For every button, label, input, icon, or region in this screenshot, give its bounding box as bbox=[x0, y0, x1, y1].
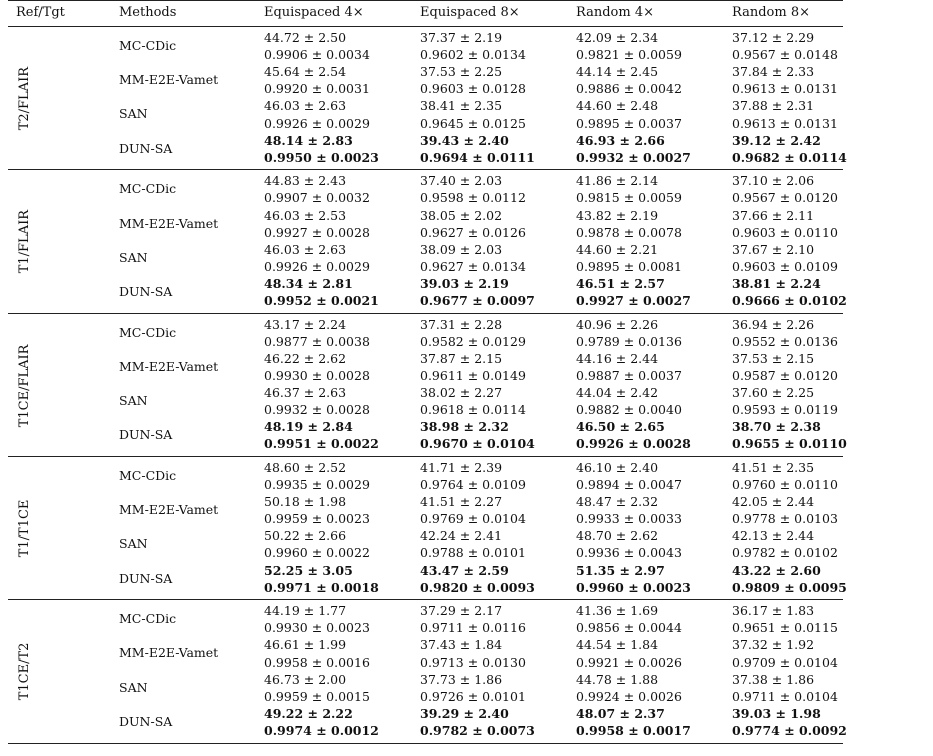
header-ref-tgt: Ref/Tgt bbox=[16, 5, 65, 20]
psnr-cell: 37.40 ± 2.03 bbox=[420, 173, 503, 189]
group-label: T1CE/T2 bbox=[17, 642, 32, 701]
psnr-cell: 37.43 ± 1.84 bbox=[420, 637, 503, 653]
psnr-cell: 48.70 ± 2.62 bbox=[576, 528, 659, 544]
group-label: T2/FLAIR bbox=[17, 67, 32, 131]
psnr-cell: 41.51 ± 2.35 bbox=[732, 459, 815, 475]
method-name: DUN-SA bbox=[119, 570, 173, 586]
psnr-cell: 44.04 ± 2.42 bbox=[576, 385, 659, 400]
method-name: DUN-SA bbox=[119, 140, 173, 156]
psnr-cell: 38.41 ± 2.35 bbox=[420, 98, 503, 114]
psnr-cell: 37.10 ± 2.06 bbox=[732, 173, 815, 189]
ssim-cell: 0.9895 ± 0.0037 bbox=[576, 115, 682, 131]
psnr-cell: 46.50 ± 2.65 bbox=[576, 419, 665, 435]
ssim-cell: 0.9959 ± 0.0015 bbox=[264, 688, 370, 704]
ssim-cell: 0.9958 ± 0.0016 bbox=[264, 654, 370, 670]
group-rule bbox=[8, 313, 843, 314]
ssim-cell: 0.9782 ± 0.0102 bbox=[732, 545, 838, 561]
ssim-cell: 0.9809 ± 0.0095 bbox=[732, 579, 847, 595]
ssim-cell: 0.9960 ± 0.0023 bbox=[576, 579, 691, 595]
header-methods: Methods bbox=[119, 5, 177, 20]
ssim-cell: 0.9887 ± 0.0037 bbox=[576, 367, 682, 383]
psnr-cell: 39.03 ± 2.19 bbox=[420, 275, 509, 291]
ssim-cell: 0.9602 ± 0.0134 bbox=[420, 47, 526, 63]
ssim-cell: 0.9613 ± 0.0131 bbox=[732, 81, 838, 97]
method-name: SAN bbox=[119, 679, 148, 695]
psnr-cell: 46.03 ± 2.63 bbox=[264, 241, 347, 257]
ssim-cell: 0.9618 ± 0.0114 bbox=[420, 402, 526, 418]
psnr-cell: 37.88 ± 2.31 bbox=[732, 98, 815, 114]
psnr-cell: 43.22 ± 2.60 bbox=[732, 562, 821, 578]
psnr-cell: 37.53 ± 2.25 bbox=[420, 64, 503, 80]
ssim-cell: 0.9935 ± 0.0029 bbox=[264, 477, 370, 492]
ssim-cell: 0.9926 ± 0.0029 bbox=[264, 115, 370, 131]
ssim-cell: 0.9927 ± 0.0028 bbox=[264, 224, 370, 240]
psnr-cell: 52.25 ± 3.05 bbox=[264, 562, 353, 578]
ssim-cell: 0.9682 ± 0.0114 bbox=[732, 149, 847, 165]
method-name: DUN-SA bbox=[119, 283, 173, 299]
psnr-cell: 37.66 ± 2.11 bbox=[732, 207, 815, 223]
ssim-cell: 0.9726 ± 0.0101 bbox=[420, 688, 526, 704]
ssim-cell: 0.9921 ± 0.0026 bbox=[576, 654, 682, 670]
psnr-cell: 46.73 ± 2.00 bbox=[264, 671, 347, 687]
psnr-cell: 39.43 ± 2.40 bbox=[420, 132, 509, 148]
psnr-cell: 42.09 ± 2.34 bbox=[576, 30, 659, 45]
ssim-cell: 0.9769 ± 0.0104 bbox=[420, 511, 526, 527]
psnr-cell: 42.13 ± 2.44 bbox=[732, 528, 815, 544]
ssim-cell: 0.9895 ± 0.0081 bbox=[576, 258, 682, 274]
ssim-cell: 0.9958 ± 0.0017 bbox=[576, 722, 691, 738]
ssim-cell: 0.9760 ± 0.0110 bbox=[732, 477, 838, 492]
psnr-cell: 37.37 ± 2.19 bbox=[420, 30, 503, 45]
ssim-cell: 0.9789 ± 0.0136 bbox=[576, 333, 682, 349]
psnr-cell: 43.47 ± 2.59 bbox=[420, 562, 509, 578]
method-name: MM-E2E-Vamet bbox=[119, 72, 219, 88]
psnr-cell: 38.81 ± 2.24 bbox=[732, 275, 821, 291]
psnr-cell: 39.03 ± 1.98 bbox=[732, 705, 821, 721]
method-name: MC-CDic bbox=[119, 467, 177, 483]
ssim-cell: 0.9788 ± 0.0101 bbox=[420, 545, 526, 561]
psnr-cell: 46.22 ± 2.62 bbox=[264, 350, 347, 366]
psnr-cell: 44.19 ± 1.77 bbox=[264, 603, 347, 619]
ssim-cell: 0.9713 ± 0.0130 bbox=[420, 654, 526, 670]
ssim-cell: 0.9778 ± 0.0103 bbox=[732, 511, 838, 527]
ssim-cell: 0.9960 ± 0.0022 bbox=[264, 545, 370, 561]
ssim-cell: 0.9764 ± 0.0109 bbox=[420, 477, 526, 492]
psnr-cell: 44.14 ± 2.45 bbox=[576, 64, 659, 80]
psnr-cell: 36.94 ± 2.26 bbox=[732, 316, 815, 332]
psnr-cell: 38.09 ± 2.03 bbox=[420, 241, 503, 257]
psnr-cell: 46.03 ± 2.63 bbox=[264, 98, 347, 114]
ssim-cell: 0.9932 ± 0.0027 bbox=[576, 149, 691, 165]
ssim-cell: 0.9711 ± 0.0104 bbox=[732, 688, 838, 704]
ssim-cell: 0.9593 ± 0.0119 bbox=[732, 402, 838, 418]
ssim-cell: 0.9611 ± 0.0149 bbox=[420, 367, 526, 383]
psnr-cell: 48.14 ± 2.83 bbox=[264, 132, 353, 148]
method-name: MM-E2E-Vamet bbox=[119, 502, 219, 518]
group-rule bbox=[8, 743, 843, 744]
psnr-cell: 39.29 ± 2.40 bbox=[420, 705, 509, 721]
psnr-cell: 51.35 ± 2.97 bbox=[576, 562, 665, 578]
ssim-cell: 0.9645 ± 0.0125 bbox=[420, 115, 526, 131]
ssim-cell: 0.9926 ± 0.0028 bbox=[576, 436, 691, 452]
psnr-cell: 41.86 ± 2.14 bbox=[576, 173, 659, 189]
header-random-4x: Random 4× bbox=[576, 5, 654, 20]
psnr-cell: 50.22 ± 2.66 bbox=[264, 528, 347, 544]
psnr-cell: 48.60 ± 2.52 bbox=[264, 459, 347, 475]
method-name: MM-E2E-Vamet bbox=[119, 215, 219, 231]
method-name: MC-CDic bbox=[119, 181, 177, 197]
ssim-cell: 0.9932 ± 0.0028 bbox=[264, 402, 370, 418]
ssim-cell: 0.9886 ± 0.0042 bbox=[576, 81, 682, 97]
method-name: SAN bbox=[119, 536, 148, 552]
ssim-cell: 0.9627 ± 0.0134 bbox=[420, 258, 526, 274]
ssim-cell: 0.9936 ± 0.0043 bbox=[576, 545, 682, 561]
ssim-cell: 0.9598 ± 0.0112 bbox=[420, 190, 526, 206]
psnr-cell: 48.47 ± 2.32 bbox=[576, 494, 659, 510]
ssim-cell: 0.9933 ± 0.0033 bbox=[576, 511, 682, 527]
method-name: DUN-SA bbox=[119, 427, 173, 443]
ssim-cell: 0.9627 ± 0.0126 bbox=[420, 224, 526, 240]
psnr-cell: 44.54 ± 1.84 bbox=[576, 637, 659, 653]
psnr-cell: 37.53 ± 2.15 bbox=[732, 350, 815, 366]
ssim-cell: 0.9694 ± 0.0111 bbox=[420, 149, 535, 165]
ssim-cell: 0.9677 ± 0.0097 bbox=[420, 293, 535, 308]
ssim-cell: 0.9582 ± 0.0129 bbox=[420, 333, 526, 349]
psnr-cell: 37.67 ± 2.10 bbox=[732, 241, 815, 257]
method-name: MC-CDic bbox=[119, 611, 177, 627]
group-label: T1CE/FLAIR bbox=[17, 343, 32, 427]
method-name: MM-E2E-Vamet bbox=[119, 645, 219, 661]
psnr-cell: 42.05 ± 2.44 bbox=[732, 494, 815, 510]
psnr-cell: 48.19 ± 2.84 bbox=[264, 419, 353, 435]
psnr-cell: 37.38 ± 1.86 bbox=[732, 671, 815, 687]
ssim-cell: 0.9856 ± 0.0044 bbox=[576, 620, 682, 636]
ssim-cell: 0.9924 ± 0.0026 bbox=[576, 688, 682, 704]
psnr-cell: 37.29 ± 2.17 bbox=[420, 603, 503, 619]
psnr-cell: 43.17 ± 2.24 bbox=[264, 316, 347, 332]
method-name: MM-E2E-Vamet bbox=[119, 358, 219, 374]
psnr-cell: 40.96 ± 2.26 bbox=[576, 316, 659, 332]
method-name: SAN bbox=[119, 249, 148, 265]
ssim-cell: 0.9952 ± 0.0021 bbox=[264, 293, 379, 308]
ssim-cell: 0.9774 ± 0.0092 bbox=[732, 722, 847, 738]
ssim-cell: 0.9906 ± 0.0034 bbox=[264, 47, 370, 63]
psnr-cell: 43.82 ± 2.19 bbox=[576, 207, 659, 223]
psnr-cell: 48.07 ± 2.37 bbox=[576, 705, 665, 721]
ssim-cell: 0.9894 ± 0.0047 bbox=[576, 477, 682, 492]
ssim-cell: 0.9878 ± 0.0078 bbox=[576, 224, 682, 240]
psnr-cell: 38.05 ± 2.02 bbox=[420, 207, 503, 223]
ssim-cell: 0.9603 ± 0.0110 bbox=[732, 224, 838, 240]
ssim-cell: 0.9950 ± 0.0023 bbox=[264, 149, 379, 165]
ssim-cell: 0.9815 ± 0.0059 bbox=[576, 190, 682, 206]
ssim-cell: 0.9951 ± 0.0022 bbox=[264, 436, 379, 452]
ssim-cell: 0.9821 ± 0.0059 bbox=[576, 47, 682, 63]
psnr-cell: 44.72 ± 2.50 bbox=[264, 30, 347, 45]
ssim-cell: 0.9552 ± 0.0136 bbox=[732, 333, 838, 349]
group-label: T1/T1CE bbox=[17, 499, 32, 558]
psnr-cell: 37.87 ± 2.15 bbox=[420, 350, 503, 366]
group-rule bbox=[8, 599, 843, 600]
psnr-cell: 37.73 ± 1.86 bbox=[420, 671, 503, 687]
psnr-cell: 41.71 ± 2.39 bbox=[420, 459, 503, 475]
psnr-cell: 44.60 ± 2.21 bbox=[576, 241, 659, 257]
ssim-cell: 0.9882 ± 0.0040 bbox=[576, 402, 682, 418]
psnr-cell: 46.03 ± 2.53 bbox=[264, 207, 347, 223]
psnr-cell: 38.98 ± 2.32 bbox=[420, 419, 509, 435]
psnr-cell: 37.32 ± 1.92 bbox=[732, 637, 815, 653]
psnr-cell: 46.51 ± 2.57 bbox=[576, 275, 665, 291]
ssim-cell: 0.9930 ± 0.0023 bbox=[264, 620, 370, 636]
psnr-cell: 46.37 ± 2.63 bbox=[264, 385, 347, 400]
header-rule bbox=[8, 26, 843, 27]
psnr-cell: 44.16 ± 2.44 bbox=[576, 350, 659, 366]
psnr-cell: 38.02 ± 2.27 bbox=[420, 385, 503, 400]
group-rule bbox=[8, 456, 843, 457]
ssim-cell: 0.9920 ± 0.0031 bbox=[264, 81, 370, 97]
psnr-cell: 37.60 ± 2.25 bbox=[732, 385, 815, 400]
ssim-cell: 0.9567 ± 0.0148 bbox=[732, 47, 838, 63]
ssim-cell: 0.9655 ± 0.0110 bbox=[732, 436, 847, 452]
psnr-cell: 37.31 ± 2.28 bbox=[420, 316, 503, 332]
header-equispaced-8x: Equispaced 8× bbox=[420, 5, 520, 20]
method-name: MC-CDic bbox=[119, 38, 177, 53]
ssim-cell: 0.9587 ± 0.0120 bbox=[732, 367, 838, 383]
ssim-cell: 0.9603 ± 0.0109 bbox=[732, 258, 838, 274]
psnr-cell: 37.84 ± 2.33 bbox=[732, 64, 815, 80]
psnr-cell: 45.64 ± 2.54 bbox=[264, 64, 347, 80]
psnr-cell: 37.12 ± 2.29 bbox=[732, 30, 815, 45]
psnr-cell: 38.70 ± 2.38 bbox=[732, 419, 821, 435]
group-rule bbox=[8, 169, 843, 170]
ssim-cell: 0.9926 ± 0.0029 bbox=[264, 258, 370, 274]
ssim-cell: 0.9782 ± 0.0073 bbox=[420, 722, 535, 738]
psnr-cell: 44.60 ± 2.48 bbox=[576, 98, 659, 114]
method-name: DUN-SA bbox=[119, 713, 173, 729]
method-name: SAN bbox=[119, 106, 148, 122]
header-equispaced-4x: Equispaced 4× bbox=[264, 5, 364, 20]
top-rule bbox=[8, 0, 843, 1]
ssim-cell: 0.9666 ± 0.0102 bbox=[732, 293, 847, 308]
psnr-cell: 39.12 ± 2.42 bbox=[732, 132, 821, 148]
psnr-cell: 46.93 ± 2.66 bbox=[576, 132, 665, 148]
psnr-cell: 44.78 ± 1.88 bbox=[576, 671, 659, 687]
ssim-cell: 0.9670 ± 0.0104 bbox=[420, 436, 535, 452]
ssim-cell: 0.9907 ± 0.0032 bbox=[264, 190, 370, 206]
ssim-cell: 0.9711 ± 0.0116 bbox=[420, 620, 526, 636]
psnr-cell: 46.10 ± 2.40 bbox=[576, 459, 659, 475]
ssim-cell: 0.9974 ± 0.0012 bbox=[264, 722, 379, 738]
method-name: MC-CDic bbox=[119, 324, 177, 340]
psnr-cell: 41.51 ± 2.27 bbox=[420, 494, 503, 510]
ssim-cell: 0.9651 ± 0.0115 bbox=[732, 620, 838, 636]
ssim-cell: 0.9930 ± 0.0028 bbox=[264, 367, 370, 383]
header-random-8x: Random 8× bbox=[732, 5, 810, 20]
ssim-cell: 0.9959 ± 0.0023 bbox=[264, 511, 370, 527]
ssim-cell: 0.9567 ± 0.0120 bbox=[732, 190, 838, 206]
ssim-cell: 0.9877 ± 0.0038 bbox=[264, 333, 370, 349]
psnr-cell: 49.22 ± 2.22 bbox=[264, 705, 353, 721]
ssim-cell: 0.9613 ± 0.0131 bbox=[732, 115, 838, 131]
ssim-cell: 0.9709 ± 0.0104 bbox=[732, 654, 838, 670]
psnr-cell: 50.18 ± 1.98 bbox=[264, 494, 347, 510]
ssim-cell: 0.9927 ± 0.0027 bbox=[576, 293, 691, 308]
psnr-cell: 41.36 ± 1.69 bbox=[576, 603, 659, 619]
ssim-cell: 0.9820 ± 0.0093 bbox=[420, 579, 535, 595]
ssim-cell: 0.9603 ± 0.0128 bbox=[420, 81, 526, 97]
psnr-cell: 48.34 ± 2.81 bbox=[264, 275, 353, 291]
method-name: SAN bbox=[119, 393, 148, 408]
psnr-cell: 44.83 ± 2.43 bbox=[264, 173, 347, 189]
ssim-cell: 0.9971 ± 0.0018 bbox=[264, 579, 379, 595]
psnr-cell: 36.17 ± 1.83 bbox=[732, 603, 815, 619]
psnr-cell: 42.24 ± 2.41 bbox=[420, 528, 503, 544]
group-label: T1/FLAIR bbox=[17, 210, 32, 274]
psnr-cell: 46.61 ± 1.99 bbox=[264, 637, 347, 653]
